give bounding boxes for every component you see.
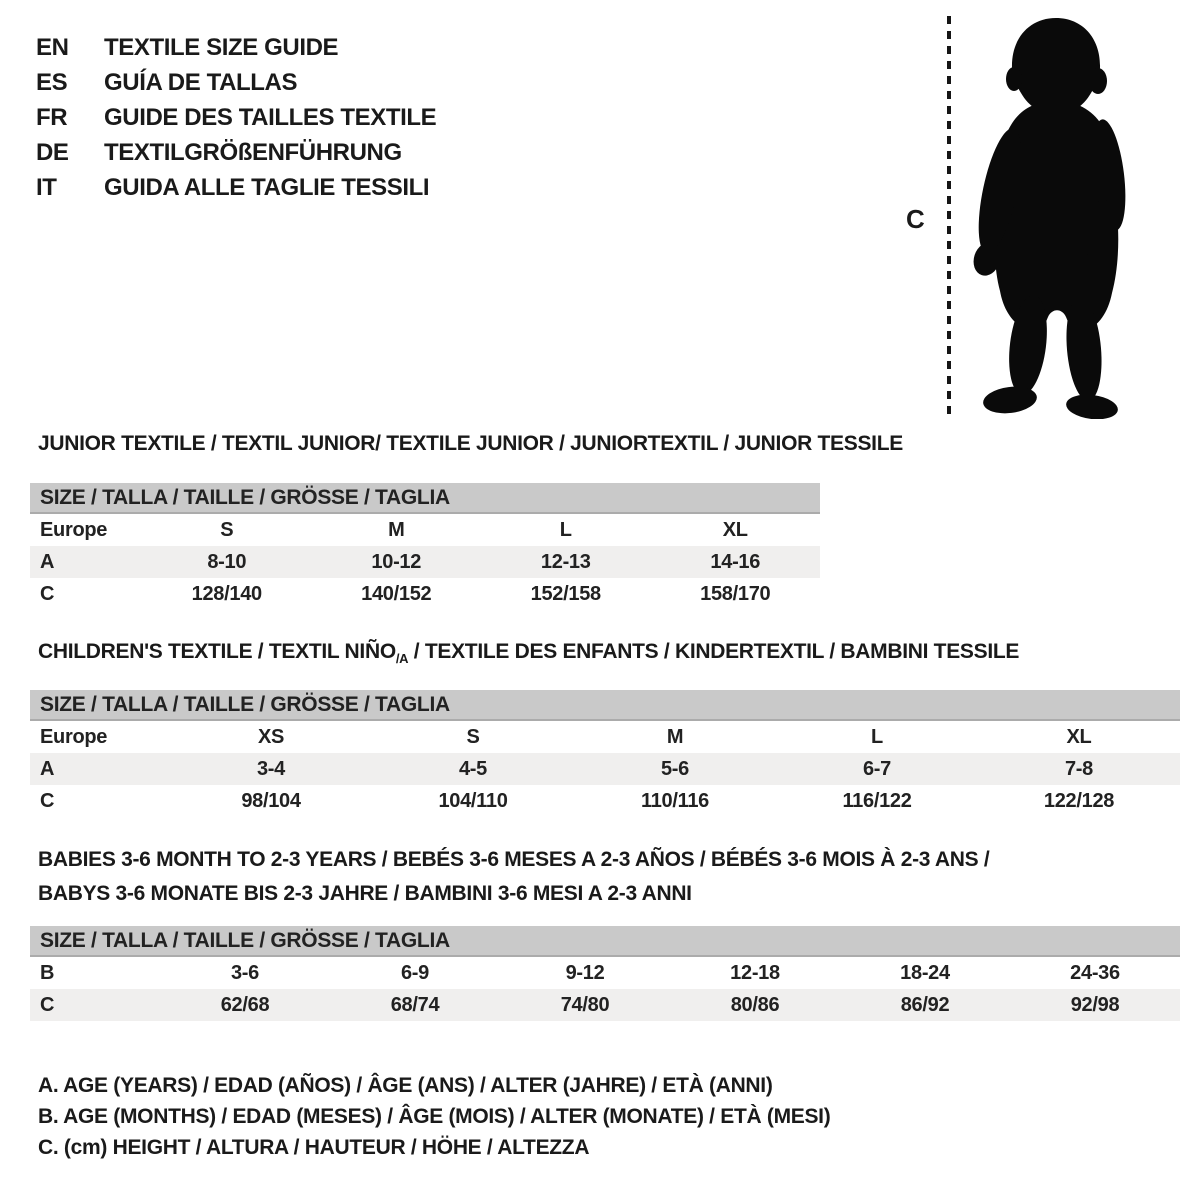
section-title-junior: JUNIOR TEXTILE / TEXTIL JUNIOR/ TEXTILE JUNIOR / JUNIORTEXTIL / JUNIOR TESSILE bbox=[38, 432, 903, 455]
size-header-bar: SIZE / TALLA / TAILLE / GRÖSSE / TAGLIA bbox=[30, 926, 1180, 957]
table-cell: 74/80 bbox=[560, 994, 610, 1016]
table-cell: L bbox=[559, 519, 572, 541]
table-cell: 12-18 bbox=[730, 962, 780, 984]
table-row-sizes bbox=[30, 514, 820, 546]
row-label: A bbox=[40, 551, 55, 573]
lang-row-fr bbox=[36, 100, 436, 135]
lang-label-en: TEXTILE SIZE GUIDE bbox=[104, 34, 339, 61]
table-cell: 10-12 bbox=[371, 551, 422, 573]
table-cell: 140/152 bbox=[361, 583, 432, 605]
lang-label-fr: GUIDE DES TAILLES TEXTILE bbox=[104, 104, 437, 131]
table-cell: XL bbox=[722, 519, 748, 541]
table-cell: 92/98 bbox=[1070, 994, 1120, 1016]
table-cell: 6-9 bbox=[400, 962, 429, 984]
section-title-babies-line2: BABYS 3-6 MONATE BIS 2-3 JAHRE / BAMBINI 3-6 MESI A 2-3 ANNI bbox=[38, 882, 692, 905]
table-cell: 68/74 bbox=[390, 994, 440, 1016]
table-row-sizes bbox=[30, 721, 1180, 753]
table-row-height-cm bbox=[30, 578, 820, 610]
table-cell: XL bbox=[1066, 726, 1092, 748]
row-label: B bbox=[40, 962, 55, 984]
table-cell: 110/116 bbox=[641, 790, 709, 812]
table-cell: M bbox=[666, 726, 684, 748]
table-cell: S bbox=[220, 519, 234, 541]
junior-size-table bbox=[30, 483, 820, 610]
lang-code-fr: FR bbox=[36, 104, 68, 131]
table-row-age-months bbox=[30, 957, 1180, 989]
table-cell: 7-8 bbox=[1064, 758, 1093, 780]
table-row-age-years bbox=[30, 753, 1180, 785]
measurement-legend bbox=[38, 1070, 830, 1163]
table-row-height-cm bbox=[30, 785, 1180, 817]
toddler-silhouette-icon bbox=[960, 13, 1152, 419]
lang-label-de: TEXTILGRÖßENFÜHRUNG bbox=[104, 139, 402, 166]
table-cell: 116/122 bbox=[842, 790, 912, 812]
lang-row-it bbox=[36, 170, 436, 205]
lang-row-en bbox=[36, 30, 436, 65]
table-cell: 8-10 bbox=[207, 551, 247, 573]
table-cell: 128/140 bbox=[191, 583, 262, 605]
table-cell: 12-13 bbox=[540, 551, 591, 573]
row-label: C bbox=[40, 790, 55, 812]
table-row-age-years bbox=[30, 546, 820, 578]
table-cell: XS bbox=[257, 726, 285, 748]
table-cell: 104/110 bbox=[438, 790, 508, 812]
lang-label-es: GUÍA DE TALLAS bbox=[104, 69, 298, 96]
row-label: Europe bbox=[40, 726, 108, 748]
table-cell: 5-6 bbox=[660, 758, 689, 780]
table-cell: 24-36 bbox=[1070, 962, 1120, 984]
table-cell: 4-5 bbox=[458, 758, 487, 780]
table-cell: 152/158 bbox=[530, 583, 601, 605]
lang-code-es: ES bbox=[36, 69, 68, 96]
table-cell: 86/92 bbox=[900, 994, 950, 1016]
table-cell: 14-16 bbox=[710, 551, 761, 573]
table-row-height-cm bbox=[30, 989, 1180, 1021]
table-cell: 18-24 bbox=[900, 962, 950, 984]
row-label: A bbox=[40, 758, 55, 780]
table-cell: 158/170 bbox=[700, 583, 771, 605]
height-measure-label: C bbox=[906, 204, 925, 234]
table-cell: 80/86 bbox=[730, 994, 780, 1016]
legend-line-a: A. AGE (YEARS) / EDAD (AÑOS) / ÂGE (ANS) / ALTER (JAHRE) / ETÀ (ANNI) bbox=[38, 1074, 773, 1097]
lang-label-it: GUIDA ALLE TAGLIE TESSILI bbox=[104, 174, 430, 201]
lang-code-it: IT bbox=[36, 174, 57, 201]
lang-code-en: EN bbox=[36, 34, 69, 61]
table-cell: 3-6 bbox=[230, 962, 259, 984]
table-cell: S bbox=[466, 726, 480, 748]
lang-row-de bbox=[36, 135, 436, 170]
table-cell: L bbox=[871, 726, 883, 748]
table-cell: 62/68 bbox=[220, 994, 270, 1016]
table-cell: M bbox=[388, 519, 405, 541]
title-children-pre: CHILDREN'S TEXTILE / TEXTIL NIÑO bbox=[38, 640, 396, 663]
lang-code-de: DE bbox=[36, 139, 69, 166]
size-header-bar: SIZE / TALLA / TAILLE / GRÖSSE / TAGLIA bbox=[30, 690, 1180, 721]
row-label: C bbox=[40, 994, 55, 1016]
section-title-children bbox=[38, 640, 1019, 666]
title-children-subscript: /A bbox=[395, 651, 409, 666]
title-children-post: / TEXTILE DES ENFANTS / KINDERTEXTIL / BAMBINI TESSILE bbox=[408, 640, 1020, 663]
table-cell: 98/104 bbox=[241, 790, 301, 812]
babies-size-table bbox=[30, 926, 1180, 1021]
table-cell: 3-4 bbox=[256, 758, 285, 780]
legend-line-b: B. AGE (MONTHS) / EDAD (MESES) / ÂGE (MOIS) / ALTER (MONATE) / ETÀ (MESI) bbox=[38, 1105, 831, 1128]
height-measure-dashed-line bbox=[947, 16, 951, 414]
size-header-bar: SIZE / TALLA / TAILLE / GRÖSSE / TAGLIA bbox=[30, 483, 820, 514]
row-label: C bbox=[40, 583, 55, 605]
table-cell: 9-12 bbox=[565, 962, 605, 984]
legend-line-c: C. (cm) HEIGHT / ALTURA / HAUTEUR / HÖHE / ALTEZZA bbox=[38, 1136, 590, 1159]
table-cell: 122/128 bbox=[1043, 790, 1115, 812]
children-size-table bbox=[30, 690, 1180, 817]
lang-row-es bbox=[36, 65, 436, 100]
section-title-babies-line1: BABIES 3-6 MONTH TO 2-3 YEARS / BEBÉS 3-6 MESES A 2-3 AÑOS / BÉBÉS 3-6 MOIS À 2-3 ANS / bbox=[38, 848, 990, 871]
table-cell: 6-7 bbox=[862, 758, 891, 780]
row-label: Europe bbox=[40, 519, 108, 541]
language-title-list bbox=[36, 30, 436, 205]
